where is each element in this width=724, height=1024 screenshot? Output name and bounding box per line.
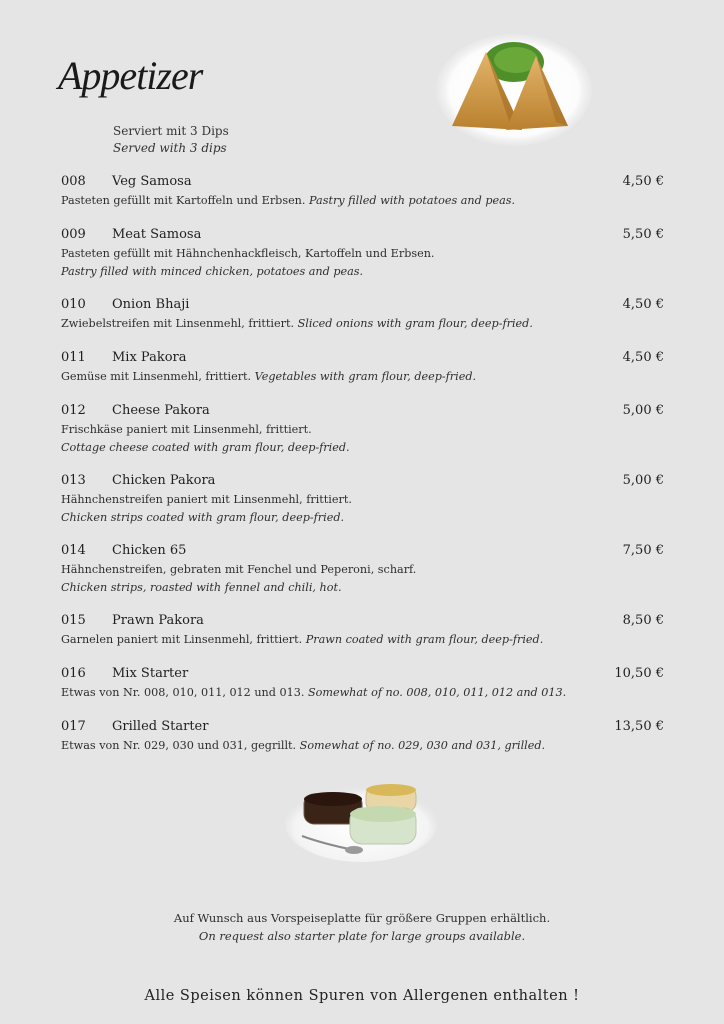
- description-en: Vegetables with gram flour, deep-fried.: [251, 370, 477, 383]
- page-title: Appetizer: [58, 53, 203, 98]
- description-en: Pastry filled with potatoes and peas.: [305, 194, 516, 207]
- item-price: 7,50 €: [622, 543, 664, 558]
- description-de: Etwas von Nr. 008, 010, 011, 012 und 013.: [61, 686, 305, 699]
- item-name: Mix Starter: [112, 666, 189, 681]
- item-price: 4,50 €: [622, 350, 664, 365]
- note-en: On request also starter plate for large groups available.: [198, 929, 526, 943]
- item-number: 012: [61, 403, 86, 418]
- subtitle-en: Served with 3 dips: [113, 141, 227, 155]
- description-en-text: Chicken strips, roasted with fennel and chili, hot.: [61, 580, 342, 594]
- menu-item: [61, 473, 664, 526]
- description-en: Sliced onions with gram flour, deep-fried.: [294, 317, 533, 330]
- item-number: 017: [61, 719, 86, 734]
- dips-image: [284, 778, 438, 864]
- item-number: 014: [61, 543, 86, 558]
- description-de: Frischkäse paniert mit Linsenmehl, frittiert.: [61, 423, 312, 436]
- item-description: [61, 684, 664, 702]
- description-de: Etwas von Nr. 029, 030 und 031, gegrillt.: [61, 739, 297, 752]
- served-with-dips: [113, 123, 229, 157]
- description-de: Gemüse mit Linsenmehl, frittiert.: [61, 370, 252, 383]
- allergen-notice: Alle Speisen können Spuren von Allergenen enthalten !: [144, 988, 580, 1004]
- item-price: 8,50 €: [622, 613, 664, 628]
- item-description: [61, 192, 664, 210]
- item-number: 009: [61, 227, 86, 242]
- description-en: Somewhat of no. 008, 010, 011, 012 and 013.: [304, 686, 567, 699]
- description-de: Pasteten gefüllt mit Kartoffeln und Erbsen.: [61, 194, 306, 207]
- item-name: Veg Samosa: [112, 174, 192, 189]
- item-name: Mix Pakora: [112, 350, 187, 365]
- description-de: Garnelen paniert mit Linsenmehl, frittiert.: [61, 633, 303, 646]
- menu-item: [61, 666, 664, 702]
- description-de: Pasteten gefüllt mit Hähnchenhackfleisch, Kartoffeln und Erbsen.: [61, 247, 435, 260]
- item-price: 4,50 €: [622, 174, 664, 189]
- menu-item: [61, 227, 664, 280]
- item-description: [61, 631, 664, 649]
- item-name: Chicken 65: [112, 543, 187, 558]
- description-en: Prawn coated with gram flour, deep-fried.: [302, 633, 544, 646]
- menu-item: [61, 403, 664, 456]
- item-price: 4,50 €: [622, 297, 664, 312]
- item-price: 5,00 €: [622, 473, 664, 488]
- description-en-text: Pastry filled with minced chicken, potatoes and peas.: [61, 264, 364, 278]
- description-de: Hähnchenstreifen, gebraten mit Fenchel und Peperoni, scharf.: [61, 563, 417, 576]
- description-en: Somewhat of no. 029, 030 and 031, grilled.: [296, 739, 546, 752]
- samosa-image: [436, 34, 592, 146]
- item-price: 13,50 €: [614, 719, 664, 734]
- description-de: Zwiebelstreifen mit Linsenmehl, frittiert.: [61, 317, 295, 330]
- item-name: Cheese Pakora: [112, 403, 210, 418]
- item-price: 10,50 €: [614, 666, 664, 681]
- group-platter-note: [0, 909, 724, 945]
- item-number: 008: [61, 174, 86, 189]
- item-number: 010: [61, 297, 86, 312]
- item-name: Grilled Starter: [112, 719, 209, 734]
- item-number: 011: [61, 350, 86, 365]
- item-description: [61, 737, 664, 755]
- description-en-text: Cottage cheese coated with gram flour, deep-fried.: [61, 440, 350, 454]
- description-en-text: Chicken strips coated with gram flour, deep-fried.: [61, 510, 345, 524]
- description-de: Hähnchenstreifen paniert mit Linsenmehl, frittiert.: [61, 493, 352, 506]
- description-en: [61, 509, 664, 527]
- description-en: [61, 439, 664, 457]
- item-description: [61, 315, 664, 333]
- description-en: [61, 263, 664, 281]
- item-price: 5,00 €: [622, 403, 664, 418]
- item-description: [61, 368, 664, 386]
- menu-item: [61, 174, 664, 210]
- item-number: 015: [61, 613, 86, 628]
- item-name: Onion Bhaji: [112, 297, 190, 312]
- description-en: [61, 579, 664, 597]
- note-de: Auf Wunsch aus Vorspeiseplatte für größere Gruppen erhältlich.: [173, 911, 551, 925]
- item-name: Meat Samosa: [112, 227, 202, 242]
- menu-item: [61, 297, 664, 333]
- item-name: Chicken Pakora: [112, 473, 216, 488]
- item-number: 013: [61, 473, 86, 488]
- item-number: 016: [61, 666, 86, 681]
- menu-item: [61, 719, 664, 755]
- item-price: 5,50 €: [622, 227, 664, 242]
- item-name: Prawn Pakora: [112, 613, 204, 628]
- menu-item: [61, 613, 664, 649]
- menu-item: [61, 543, 664, 596]
- menu-item: [61, 350, 664, 386]
- subtitle-de: Serviert mit 3 Dips: [113, 124, 229, 138]
